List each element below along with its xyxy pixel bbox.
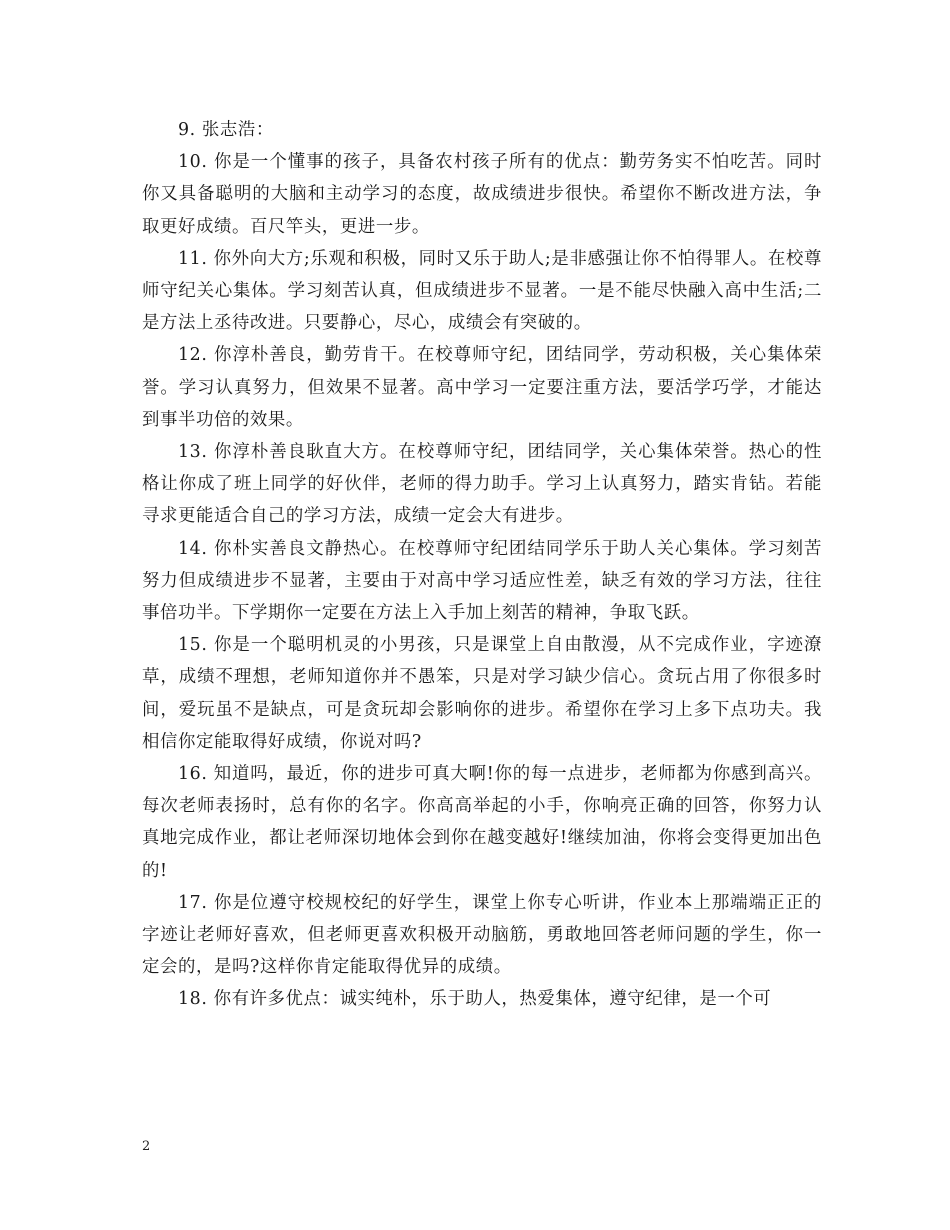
paragraph-16: 16. 知道吗，最近，你的进步可真大啊!你的每一点进步，老师都为你感到高兴。每次老师表扬时，总有你的名字。你高高举起的小手，你响亮正确的回答，你努力认真地完成作业，都让老师深切地体会到你在越变越好!继续加油，你将会变得更加出色的! xyxy=(142,764,822,881)
paragraph-13: 13. 你淳朴善良耿直大方。在校尊师守纪，团结同学，关心集体荣誉。热心的性格让你成了班上同学的好伙伴，老师的得力助手。学习上认真努力，踏实肯钻。若能寻求更能适合自己的学习方法，成绩一定会大有进步。 xyxy=(142,442,822,527)
paragraph-10: 10. 你是一个懂事的孩子，具备农村孩子所有的优点：勤劳务实不怕吃苦。同时你又具备聪明的大脑和主动学习的态度，故成绩进步很快。希望你不断改进方法，争取更好成绩。百尺竿头，更进一步。 xyxy=(142,152,822,237)
paragraph-14: 14. 你朴实善良文静热心。在校尊师守纪团结同学乐于助人关心集体。学习刻苦努力但成绩进步不显著，主要由于对高中学习适应性差，缺乏有效的学习方法，往往事倍功半。下学期你一定要在方法上入手加上刻苦的精神，争取飞跃。 xyxy=(142,538,822,624)
paragraph-15: 15. 你是一个聪明机灵的小男孩，只是课堂上自由散漫，从不完成作业，字迹潦草，成绩不理想，老师知道你并不愚笨，只是对学习缺少信心。贪玩占用了你很多时间，爱玩虽不是缺点，可是贪玩却会影响你的进步。希望你在学习上多下点功夫。我相信你定能取得好成绩，你说对吗? xyxy=(142,635,822,752)
paragraph-9: 9. 张志浩： xyxy=(178,120,274,140)
paragraph-11: 11. 你外向大方;乐观和积极，同时又乐于助人;是非感强让你不怕得罪人。在校尊师守纪关心集体。学习刻苦认真，但成绩进步不显著。一是不能尽快融入高中生活;二是方法上丞待改进。只要静心，尽心，成绩会有突破的。 xyxy=(142,248,822,334)
paragraph-12: 12. 你淳朴善良，勤劳肯干。在校尊师守纪，团结同学，劳动积极，关心集体荣誉。学习认真努力，但效果不显著。高中学习一定要注重方法，要活学巧学，才能达到事半功倍的效果。 xyxy=(142,345,822,430)
document-body xyxy=(142,114,822,1016)
paragraph-18: 18. 你有许多优点：诚实纯朴，乐于助人，热爱集体，遵守纪律，是一个可 xyxy=(178,989,772,1010)
page-number: 2 xyxy=(142,1139,151,1154)
paragraph-17: 17. 你是位遵守校规校纪的好学生，课堂上你专心听讲，作业本上那端端正正的字迹让老师好喜欢，但老师更喜欢积极开动脑筋，勇敢地回答老师问题的学生，你一定会的，是吗?这样你肯定能取得优异的成绩。 xyxy=(142,892,822,978)
